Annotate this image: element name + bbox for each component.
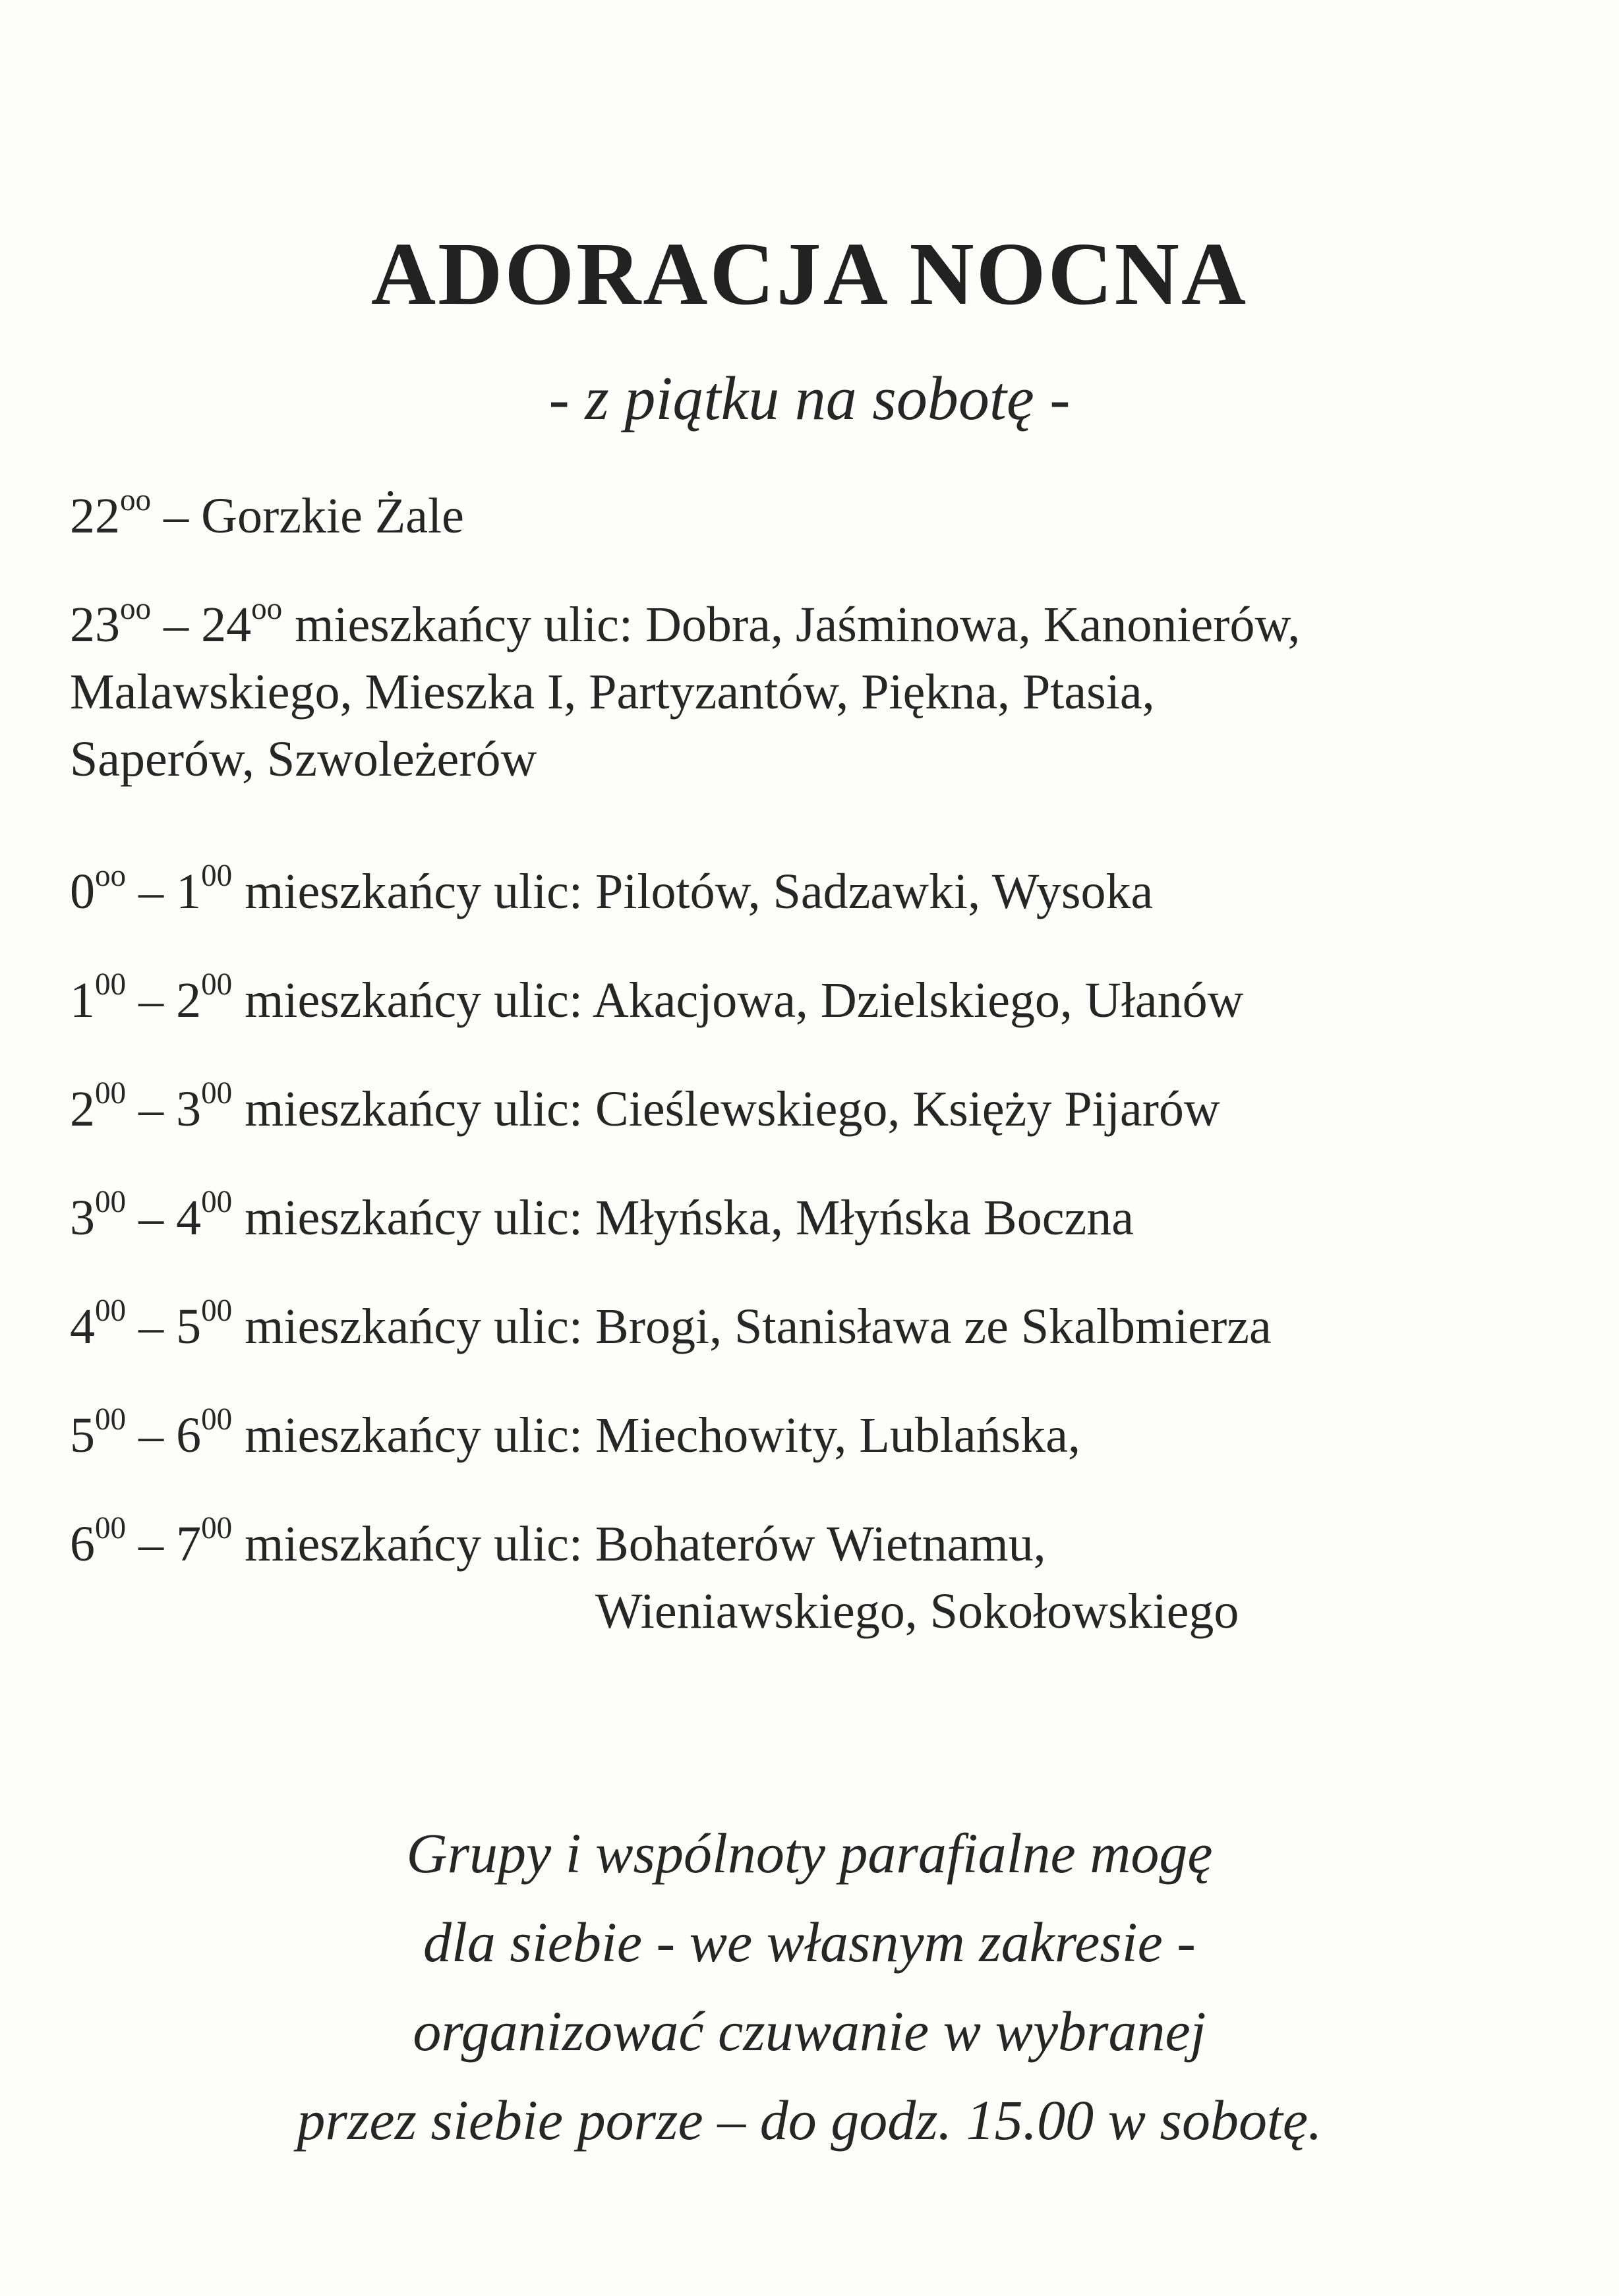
residents-label: mieszkańcy ulic: xyxy=(232,1299,596,1354)
end-minutes: 00 xyxy=(201,859,233,894)
residents-label: mieszkańcy ulic: xyxy=(232,1408,596,1463)
time-dash: – xyxy=(126,1299,177,1354)
schedule-entry xyxy=(70,1511,1239,1653)
start-minutes: oo xyxy=(95,859,127,894)
start-minutes: 00 xyxy=(95,1076,127,1111)
start-minutes: 00 xyxy=(95,1185,127,1220)
residents-label: mieszkańcy ulic: xyxy=(232,1190,596,1246)
residents-label: mieszkańcy ulic: xyxy=(232,973,593,1028)
start-minutes: 00 xyxy=(95,1511,127,1546)
start-hour: 2 xyxy=(70,1081,95,1137)
streets: Brogi, Stanisława ze Skalbmierza xyxy=(595,1299,1272,1354)
end-hour: 4 xyxy=(176,1190,202,1246)
start-hour: 6 xyxy=(70,1516,95,1572)
schedule-entry xyxy=(70,1185,1134,1260)
time-dash: – xyxy=(126,864,177,919)
schedule-entry xyxy=(70,1294,1272,1369)
end-minutes: oo xyxy=(251,592,283,627)
end-hour: 6 xyxy=(176,1408,202,1463)
residents-label: mieszkańcy ulic: xyxy=(282,597,646,652)
footer-line: przez siebie porze – do godz. 15.00 w sobotę. xyxy=(297,2088,1322,2152)
start-hour: 0 xyxy=(70,864,95,919)
streets: Malawskiego, Mieszka I, Partyzantów, Piękna, Ptasia, xyxy=(70,664,1155,720)
time-dash: – xyxy=(126,1190,177,1246)
footer-note xyxy=(0,1809,1619,2165)
streets: Saperów, Szwoleżerów xyxy=(70,732,537,787)
page-title: ADORACJA NOCNA xyxy=(370,225,1249,324)
streets: Cieślewskiego, Księży Pijarów xyxy=(595,1081,1220,1137)
start-minutes: 00 xyxy=(95,967,127,1002)
start-minutes: oo xyxy=(120,592,152,627)
end-hour: 7 xyxy=(176,1516,202,1572)
schedule-entry xyxy=(70,483,464,558)
page-subtitle: - z piątku na sobotę - xyxy=(548,364,1071,433)
time-dash: – xyxy=(126,1081,177,1137)
time-dash: – xyxy=(151,597,202,652)
start-hour: 4 xyxy=(70,1299,95,1354)
schedule-entry xyxy=(70,1402,1080,1478)
time-dash: – xyxy=(126,1516,177,1572)
streets: Dobra, Jaśminowa, Kanonierów, xyxy=(645,597,1301,652)
schedule-entry xyxy=(70,592,1301,801)
time-dash: – xyxy=(126,1408,177,1463)
end-minutes: 00 xyxy=(201,967,233,1002)
start-hour: 22 xyxy=(70,488,120,544)
end-hour: 3 xyxy=(176,1081,202,1137)
start-hour: 5 xyxy=(70,1408,95,1463)
end-minutes: 00 xyxy=(201,1076,233,1111)
footer-line: Grupy i wspólnoty parafialne mogę xyxy=(406,1822,1213,1885)
schedule-entry xyxy=(70,967,1244,1043)
end-minutes: 00 xyxy=(201,1402,233,1437)
start-hour: 23 xyxy=(70,597,120,652)
end-minutes: 00 xyxy=(201,1185,233,1220)
start-minutes: 00 xyxy=(95,1294,127,1329)
streets: Bohaterów Wietnamu, xyxy=(595,1516,1046,1572)
schedule-entry xyxy=(70,859,1154,934)
end-hour: 24 xyxy=(201,597,252,652)
streets: Akacjowa, Dzielskiego, Ułanów xyxy=(592,973,1244,1028)
residents-label: mieszkańcy ulic: xyxy=(232,1516,596,1572)
streets: Miechowity, Lublańska, xyxy=(595,1408,1080,1463)
streets: Młyńska, Młyńska Boczna xyxy=(595,1190,1134,1246)
schedule-entry xyxy=(70,1076,1220,1151)
time-dash: – xyxy=(151,488,202,544)
residents-label: mieszkańcy ulic: xyxy=(232,864,596,919)
footer-line: organizować czuwanie w wybranej xyxy=(413,1999,1206,2063)
start-hour: 1 xyxy=(70,973,95,1028)
footer-line: dla siebie - we własnym zakresie - xyxy=(423,1910,1196,1974)
time-dash: – xyxy=(126,973,177,1028)
entry-text: Gorzkie Żale xyxy=(201,488,464,544)
streets: Wieniawskiego, Sokołowskiego xyxy=(595,1584,1239,1639)
residents-label: mieszkańcy ulic: xyxy=(232,1081,596,1137)
end-hour: 2 xyxy=(176,973,202,1028)
end-minutes: 00 xyxy=(201,1511,233,1546)
start-minutes: oo xyxy=(120,483,152,518)
end-hour: 1 xyxy=(176,864,202,919)
start-hour: 3 xyxy=(70,1190,95,1246)
start-minutes: 00 xyxy=(95,1402,127,1437)
end-hour: 5 xyxy=(176,1299,202,1354)
end-minutes: 00 xyxy=(201,1294,233,1329)
streets: Pilotów, Sadzawki, Wysoka xyxy=(595,864,1154,919)
